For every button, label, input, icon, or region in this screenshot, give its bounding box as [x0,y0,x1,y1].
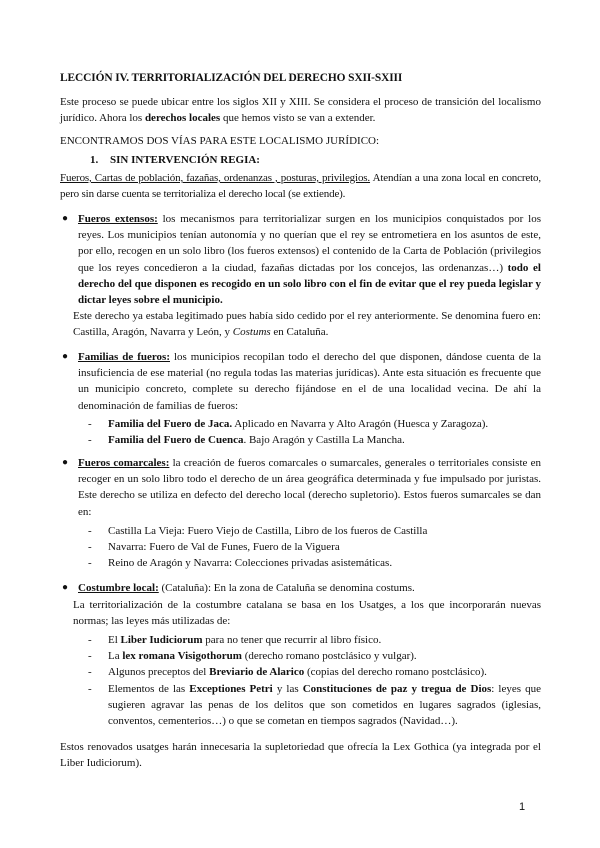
item-post: (derecho romano postclásico y vulgar). [241,650,417,663]
list-item-text [108,648,417,664]
intro-text-end: que hemos visto se van a extender. [220,112,376,125]
list-item [60,648,541,664]
bullet-bold: todo el derecho del que disponen es recogido en un solo libro con el fin de evitar que el rey pueda legislar y dictar leyes sobre el municipio. [78,261,541,307]
list-item [60,539,541,555]
item-post: para no tener que recurrir al libro físico. [202,634,382,646]
dash-marker: - [88,666,92,679]
intro-paragraph [60,94,541,126]
list-item [60,523,541,539]
list-item [60,432,541,448]
bullet-label: Costumbre local: [78,582,159,594]
bullet-body [78,211,541,308]
item-pre: La [108,650,123,663]
fueros-extensos-note [73,308,541,340]
bullet-body [78,580,541,596]
list-item [60,664,541,680]
comarcales-list [60,523,541,572]
bullet-dot: ● [62,457,69,468]
list-item-text: Castilla La Vieja: Fuero Viejo de Castilla, Libro de los fueros de Castilla [108,525,428,537]
bullet-text: la creación de fueros comarcales o sumarcales, generales o territoriales consiste en recoger en un solo libro todo el derecho de un área geográfica determinada y fue impulsado por juristas. Este derecho se utiliza en defecto del derecho local (derecho supletorio). Estos fueros sumarcales se dan en: [78,457,541,518]
intro-bold: derechos locales [144,112,221,125]
dash-marker: - [88,557,92,570]
list-item [60,681,541,730]
intro-heading: ENCONTRAMOS DOS VÍAS PARA ESTE LOCALISMO JURÍDICO: [60,135,380,147]
intro-text: Este proceso se puede ubicar entre los siglos XII y XIII. Se considera el proceso de transición del localismo jurídico. Ahora los [60,96,541,125]
bullet-body [78,349,541,414]
dash-marker: - [88,541,92,554]
item-bold: Liber Iudiciorum [120,634,203,646]
item-bold: Familia del Fuero de Jaca. [108,418,233,430]
bullet-text: (Cataluña): En la zona de Cataluña se denomina costums. [158,582,415,594]
bullet-text: los mecanismos para territorializar surgen en los municipios conquistados por los reyes. Los municipios tenían autonomía y no querían que el rey se entrometiera en los asuntos de este, por ello, recogen en un solo libro (los fueros extensos) el contenido de la Carta de Población (privilegios que los reyes concedieron a la ciudad, fazañas dictadas por los concejos, las ordenanzas…) [78,213,541,274]
list-item-text [108,664,487,680]
list-item [60,555,541,571]
section-number: 1. [90,154,99,166]
dash-marker: - [88,434,92,447]
item-mid: y las [272,682,303,695]
section-paragraph [60,170,541,202]
bullet-label: Fueros extensos: [78,213,158,225]
item-bold: Constituciones de paz y tregua de Dios [302,682,492,695]
dash-marker: - [88,650,92,663]
dash-marker: - [88,418,92,430]
list-item-text [108,632,381,648]
costumbre-list [60,632,541,730]
lesson-title: LECCIÓN IV. TERRITORIALIZACIÓN DEL DERECHO SXII-SXIII [60,72,403,84]
list-item-text: Reino de Aragón y Navarra: Colecciones privadas asistemáticas. [108,557,393,570]
dash-marker: - [88,634,92,646]
note-text-end: en Cataluña. [270,326,329,339]
note-italic: Costums [232,326,271,339]
list-item-text [108,416,488,432]
item-bold: Exceptiones Petri [189,682,273,695]
bullet-label: Fueros comarcales: [78,457,170,469]
item-bold: Breviario de Alarico [209,666,305,679]
dash-marker: - [88,682,92,695]
list-item-text [108,432,405,448]
costumbre-paragraph: La territorialización de la costumbre catalana se basa en los Usatges, a los que incorporarán nuevas normas; las leyes más utilizadas de: [73,599,541,628]
section-text: Atendían a una zona local en concreto, pero sin darse cuenta se territorializa el derecho local (se extiende). [60,172,541,201]
note-text: Este derecho ya estaba legitimado pues había sido cedido por el rey anteriormente. Se denomina fuero en: Castilla, Aragón, Navarra y León, y [73,310,541,339]
list-item-text: Navarra: Fuero de Val de Funes, Fuero de la Viguera [108,541,340,554]
section-underlined-text: Fueros, Cartas de población, fazañas, ordenanzas , posturas, privilegios. [60,172,371,184]
item-post: (copias del derecho romano postclásico). [304,666,487,679]
item-post: : leyes que sugieren agravar las penas de los delitos que son cometidos en lugares sagrados (iglesias, conventos, cementerios…) o que se cometan en tiempos sagrados (Navidad…). [108,682,541,727]
list-item-text [108,681,541,730]
closing-paragraph: Estos renovados usatges harán innecesaria la supletoriedad que ofrecía la Lex Gothica (ya integrada por el Liber Iudiciorum). [60,741,541,770]
bullet-dot: ● [62,582,69,593]
dash-marker: - [88,525,92,537]
bullet-dot: ● [62,213,69,224]
item-pre: Algunos preceptos del [108,666,210,679]
item-bold: lex romana Visigothorum [122,650,242,663]
bullet-text: los municipios recopilan todo el derecho del que disponen, dándose cuenta de la insuficiencia de ese material (no regula todas las materias jurídicas). Ante esta situación es frecuente que un municipio concreto, complete su derecho fijándose en el de una localidad vecina. De ahí la denominación de familias de fueros: [78,351,541,412]
list-item [60,632,541,648]
bullet-body [78,455,541,520]
bullet-label: Familias de fueros: [78,351,170,363]
list-item [60,416,541,432]
page-number: 1 [519,801,526,813]
item-text: Aplicado en Navarra y Alto Aragón (Huesca y Zaragoza). [232,418,489,430]
item-bold: Familia del Fuero de Cuenca [108,434,244,447]
item-pre: El [108,634,121,646]
item-text: . Bajo Aragón y Castilla La Mancha. [243,434,405,447]
bullet-dot: ● [62,351,69,362]
familias-list [60,416,541,448]
item-pre: Elementos de las [108,682,190,695]
section-title: SIN INTERVENCIÓN REGIA: [110,154,260,166]
